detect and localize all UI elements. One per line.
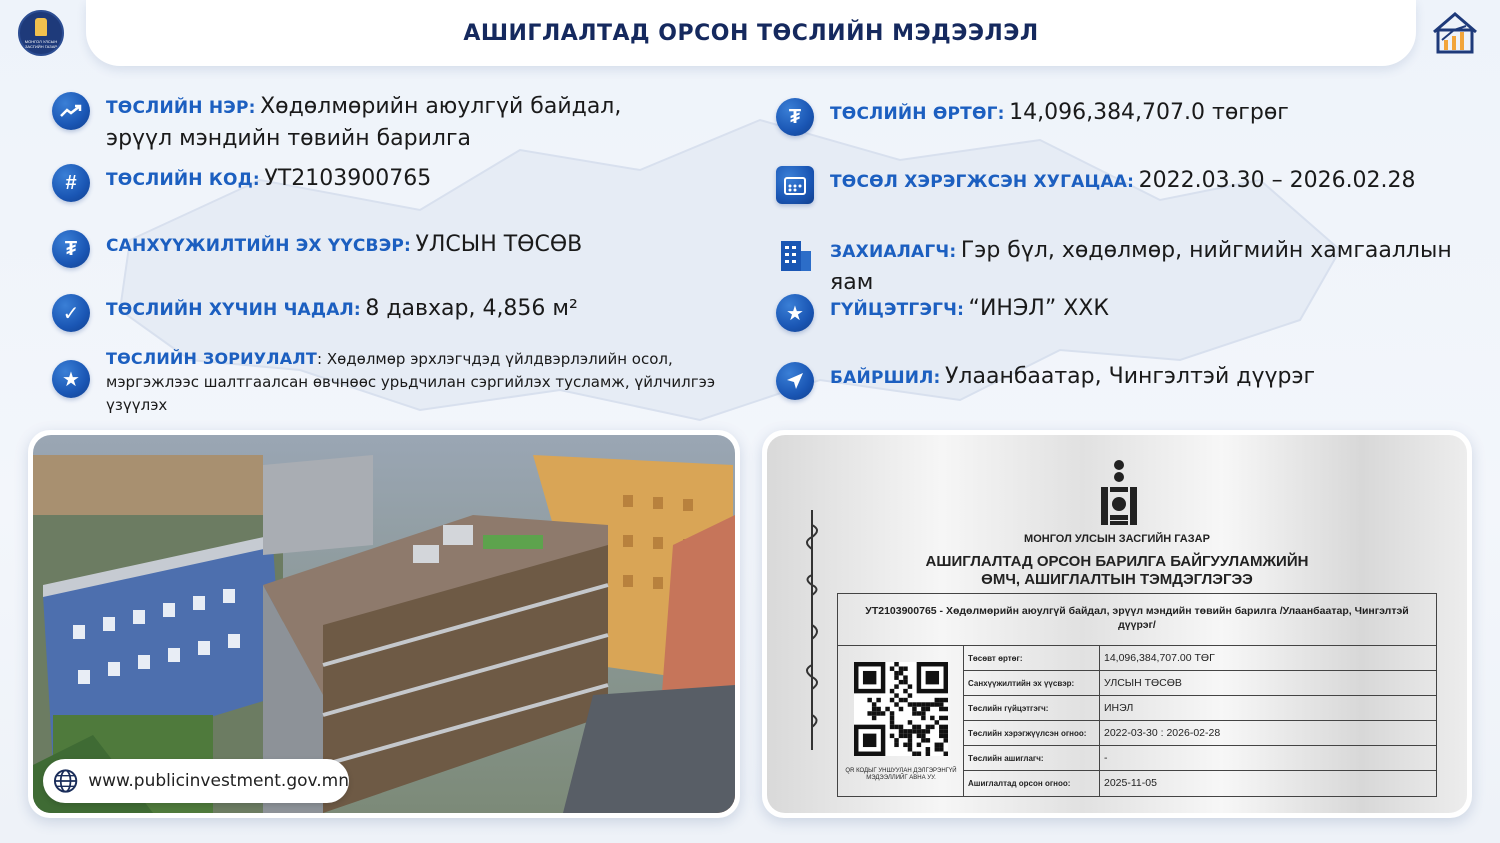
- building-photo: [33, 435, 735, 813]
- row-value: -: [1104, 752, 1108, 764]
- field-value: УЛСЫН ТӨСӨВ: [415, 232, 583, 257]
- star-icon: ★: [52, 360, 90, 398]
- field-label: САНХҮҮЖИЛТИЙН ЭХ ҮҮСВЭР:: [106, 236, 412, 256]
- field-project-name: [52, 92, 692, 156]
- row-key: Төслийн хэрэгжүүлсэн огноо:: [964, 721, 1100, 745]
- government-logo: МОНГОЛ УЛСЫН ЗАСГИЙН ГАЗАР: [18, 10, 64, 56]
- plaque: [767, 435, 1467, 813]
- plaque-table: [837, 645, 1437, 797]
- star-icon: ★: [776, 294, 814, 332]
- row-value: ИНЭЛ: [1104, 702, 1134, 714]
- plaque-title-line1: АШИГЛАЛТАД ОРСОН БАРИЛГА БАЙГУУЛАМЖИЙН: [925, 553, 1309, 570]
- tugrik-icon: ₮: [52, 230, 90, 268]
- field-value: : Хөдөлмөр эрхлэгчдэд үйлдвэрлэлийн осол, мэргэжлээс шалтгаалсан өвчнөөс урьдчилан сэргийлэх тусламж, үйлчилгээ үзүүлэх: [106, 350, 716, 414]
- plaque-title-line2: ӨМЧ, АШИГЛАЛТЫН ТЭМДЭГЛЭГЭЭ: [981, 571, 1253, 588]
- website-url[interactable]: www.publicinvestment.gov.mn: [88, 771, 349, 791]
- globe-icon: [53, 768, 78, 794]
- field-label: ГҮЙЦЭТГЭГЧ:: [830, 300, 965, 320]
- table-row: [964, 671, 1436, 696]
- field-value: “ИНЭЛ” ХХК: [968, 296, 1110, 321]
- building-icon: [776, 236, 814, 274]
- field-location: [776, 362, 1456, 400]
- field-value: Хөдөлмөрийн аюулгүй байдал, эрүүл мэндийн төвийн барилга: [106, 94, 622, 151]
- investment-house-logo: [1430, 10, 1480, 56]
- field-project-code: [52, 164, 692, 202]
- row-value: УЛСЫН ТӨСӨВ: [1104, 677, 1182, 689]
- field-capacity: [52, 294, 692, 332]
- table-row: [964, 746, 1436, 771]
- field-client: [776, 236, 1476, 300]
- field-label: ТӨСЛИЙН НЭР:: [106, 98, 256, 118]
- page-title: АШИГЛАЛТАД ОРСОН ТӨСЛИЙН МЭДЭЭЛЭЛ: [463, 20, 1039, 46]
- field-label: ТӨСЛИЙН ӨРТӨГ:: [830, 104, 1005, 124]
- plaque-title: [767, 553, 1467, 589]
- table-row: [964, 771, 1436, 796]
- calendar-icon: [776, 166, 814, 204]
- field-value: 8 давхар, 4,856 м²: [365, 296, 578, 321]
- table-row: [964, 696, 1436, 721]
- field-purpose: [52, 348, 722, 417]
- row-value: 2025-11-05: [1104, 777, 1157, 789]
- row-key: Санхүүжилтийн эх үүсвэр:: [964, 671, 1100, 695]
- row-key: Ашиглалтад орсон огноо:: [964, 771, 1100, 796]
- tugrik-icon: ₮: [776, 98, 814, 136]
- building-illustration: [33, 435, 735, 813]
- plaque-government: МОНГОЛ УЛСЫН ЗАСГИЙН ГАЗАР: [1024, 533, 1210, 545]
- check-icon: ✓: [52, 294, 90, 332]
- field-label: ЗАХИАЛАГЧ:: [830, 242, 957, 262]
- table-row: [964, 721, 1436, 746]
- field-value: Гэр бүл, хөдөлмөр, нийгмийн хамгааллын яам: [830, 238, 1452, 295]
- header-bar: [86, 0, 1416, 66]
- field-label: БАЙРШИЛ:: [830, 368, 941, 388]
- field-value: Улаанбаатар, Чингэлтэй дүүрэг: [945, 364, 1316, 389]
- field-label: ТӨСӨЛ ХЭРЭГЖСЭН ХУГАЦАА:: [830, 172, 1135, 192]
- table-row: [964, 646, 1436, 671]
- website-pill[interactable]: [43, 759, 349, 803]
- field-project-cost: [776, 98, 1456, 136]
- field-value: 2022.03.30 – 2026.02.28: [1138, 168, 1416, 193]
- row-key: Төсөвт өртөг:: [964, 646, 1100, 670]
- field-label: ТӨСЛИЙН КОД:: [106, 170, 260, 190]
- field-duration: [776, 166, 1456, 204]
- trend-up-icon: [52, 92, 90, 130]
- location-arrow-icon: [776, 362, 814, 400]
- hash-icon: #: [52, 164, 90, 202]
- soyombo-emblem-icon: [1097, 457, 1141, 529]
- row-key: Төслийн ашиглагч:: [964, 746, 1100, 770]
- row-key: Төслийн гүйцэтгэгч:: [964, 696, 1100, 720]
- field-value: 14,096,384,707.0 төгрөг: [1009, 100, 1289, 125]
- field-label: ТӨСЛИЙН ХҮЧИН ЧАДАЛ:: [106, 300, 361, 320]
- row-value: 2022-03-30 : 2026-02-28: [1104, 727, 1221, 739]
- soyombo-icon: [35, 18, 47, 36]
- field-value: УТ2103900765: [264, 166, 432, 191]
- field-label: ТӨСЛИЙН ЗОРИУЛАЛТ: [106, 349, 317, 368]
- plaque-frame: [762, 430, 1472, 818]
- row-value: 14,096,384,707.00 ТӨГ: [1104, 652, 1215, 664]
- qr-cell: [838, 646, 964, 796]
- qr-code-icon[interactable]: [854, 662, 948, 756]
- field-contractor: [776, 294, 1456, 332]
- plaque-description: УТ2103900765 - Хөдөлмөрийн аюулгүй байдал, эрүүл мэндийн төвийн барилга /Улаанбаатар, Чингэлтэй дүүрэг/: [837, 593, 1437, 645]
- qr-caption: QR КОДЫГ УНШУУЛАН ДЭЛГЭРЭНГҮЙ МЭДЭЭЛЛИЙГ АВНА УУ.: [845, 768, 957, 781]
- field-funding-source: [52, 230, 692, 268]
